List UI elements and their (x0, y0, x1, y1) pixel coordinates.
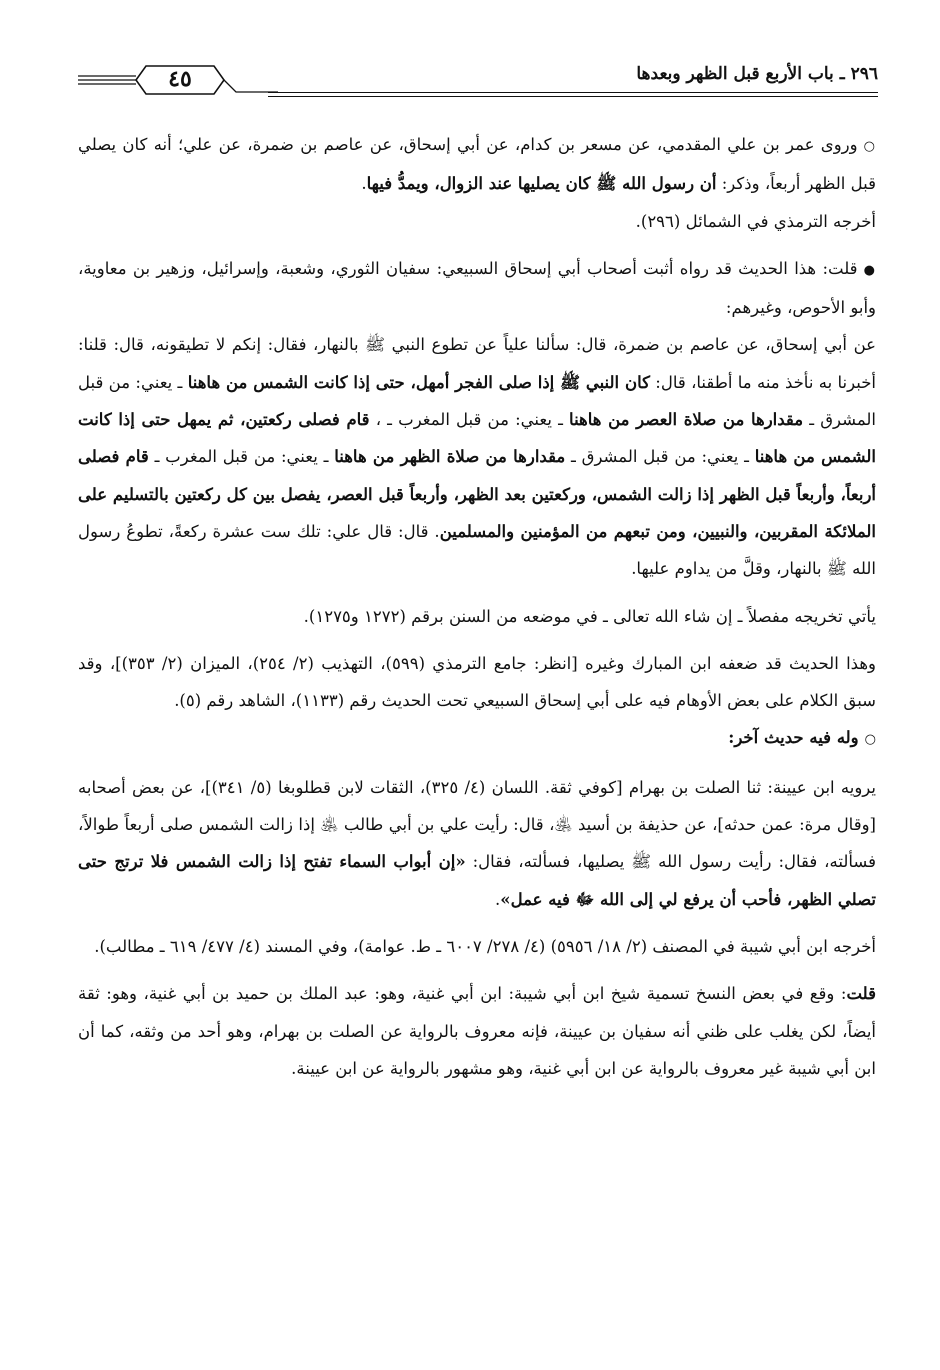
bold-text: مقدارها من صلاة الظهر من هاهنا (334, 447, 566, 467)
paragraph (78, 975, 876, 1087)
paragraph (78, 645, 876, 720)
hollow-circle-icon: ○ (863, 139, 876, 154)
paragraph (78, 719, 876, 758)
text-run: قلت: هذا الحديث قد رواه أثبت أصحاب أبي إسحاق السبيعي: سفيان الثوري، وشعبة، وإسرائيل، وزهير بن معاوية، وأبو الأحوص، وغيرهم: (78, 258, 876, 318)
text-run: أخرجه ابن أبي شيبة في المصنف (٢/ ١٨/ ٥٩٥٦) (٤/ ٢٧٨/ ٦٠٠٧ ـ ط. عوامة)، وفي المسند (٤/ ٤٧٧/ ٦١٩ ـ مطالب). (94, 936, 876, 956)
header-rule (268, 92, 878, 93)
text-run: وهذا الحديث قد ضعفه ابن المبارك وغيره [انظر: جامع الترمذي (٥٩٩)، التهذيب (٢/ ٢٥٤)، الميزان (٢/ ٣٥٣)]، وقد سبق الكلام على بعض الأوهام فيه على أبي إسحاق السبيعي تحت الحديث رقم (١١٣٣)، الشاهد رقم (٥). (78, 653, 876, 711)
text-run: . (495, 889, 501, 909)
bold-text: أن رسول الله ﷺ كان يصليها عند الزوال، ويمدُّ فيها (366, 174, 717, 194)
bold-text: «إن أبواب السماء تفتح إذا زالت الشمس فلا ترتج حتى تصلي الظهر، فأحب أن يرفع لي إلى الله ﷻ فيه عمل» (78, 852, 876, 909)
paragraph (78, 769, 876, 918)
text-run: ـ يعني: من قبل المغرب ـ ، (369, 410, 570, 430)
text-run: . قال: قال علي: تلك ست عشرة ركعةً، تطوعُ رسول الله ﷺ بالنهار، وقلَّ من يداوم عليها. (78, 521, 876, 579)
text-run: يأتي تخريجه مفصلاً ـ إن شاء الله تعالى ـ في موضعه من السنن برقم (١٢٧٢ و١٢٧٥). (303, 606, 876, 626)
text-run: يرويه ابن عيينة: ثنا الصلت بن بهرام [كوفي ثقة. اللسان (٤/ ٣٢٥)، الثقات لابن قطلوبغا (٥/ ٣٤١)]، عن بعض أصحابه [وقال مرة: عمن حدثه]، عن حذيفة بن أسيد ﵁، قال: رأيت علي بن أبي طالب ﵁ إذا زالت الشمس صلى أربعاً طوالاً، فسألته، فقال: رأيت رسول الله ﷺ يصليها، فسألته، فقال: (78, 777, 876, 872)
page-number-frame (78, 62, 278, 98)
bold-text: قام فصلى ركعتين، ثم يمهل حتى إذا كانت الشمس من هاهنا (78, 410, 876, 467)
paragraph (78, 598, 876, 635)
text-run: عن أبي إسحاق، عن عاصم بن ضمرة، قال: سألنا علياً عن تطوع النبي ﷺ بالنهار، فقال: إنكم لا تطيقونه، قال: قلنا: أخبرنا به نأخذ منه ما أطقنا، قال: (78, 335, 876, 392)
text-run: ـ يعني: من قبل المغرب ـ (148, 447, 335, 467)
text-run: : وقع في بعض النسخ تسمية شيخ ابن أبي شيبة: ابن أبي غنية، وهو: عبد الملك بن حميد بن أبي غنية، وهو: ثقة أيضاً، لكن يغلب على ظني أنه سفيان بن عيينة، فإنه معروف بالرواية عن الصلت بن بهرام، وهو أحد من وثقه، كما أن ابن أبي شيبة غير معروف بالرواية عن ابن أبي غنية، وهو مشهور بالرواية عن ابن عيينة. (78, 984, 876, 1078)
text-run: . (361, 174, 367, 194)
text-run: وروى عمر بن علي المقدمي، عن مسعر بن كدام، عن أبي إسحاق، عن عاصم بن ضمرة، عن علي؛ أنه كان يصلي قبل الظهر أربعاً، وذكر: (78, 135, 876, 194)
page-body (78, 126, 876, 1087)
paragraph (78, 326, 876, 587)
filled-circle-icon: ● (863, 262, 876, 278)
bold-text: كان النبي ﷺ إذا صلى الفجر أمهل، حتى إذا كانت الشمس من هاهنا (187, 372, 650, 392)
page-number: ٤٥ (168, 66, 192, 92)
paragraph (78, 203, 876, 240)
page-header (78, 62, 878, 98)
text-run: ـ يعني: من قبل المشرق ـ (78, 372, 876, 430)
header-rule-double (268, 96, 878, 97)
paragraph (78, 928, 876, 965)
bold-text: وله فيه حديث آخر: (728, 728, 859, 748)
chapter-title: ٢٩٦ ـ باب الأربع قبل الظهر وبعدها (636, 64, 878, 84)
paragraph (78, 126, 876, 203)
bold-text: قام فصلى أربعاً، وأربعاً قبل الظهر إذا زالت الشمس، وركعتين بعد الظهر، وأربعاً قبل العصر، يفصل بين كل ركعتين بالتسليم على الملائكة المقربين، والنبيين، ومن تبعهم من المؤمنين والمسلمين (78, 447, 876, 541)
bold-text: مقدارها من صلاة العصر من هاهنا (569, 410, 804, 430)
bold-text: قلت (846, 984, 876, 1004)
hollow-circle-icon: ○ (864, 732, 876, 748)
paragraph (78, 250, 876, 327)
text-run: أخرجه الترمذي في الشمائل (٢٩٦). (635, 211, 876, 231)
text-run: ـ يعني: من قبل المشرق ـ (565, 447, 755, 467)
